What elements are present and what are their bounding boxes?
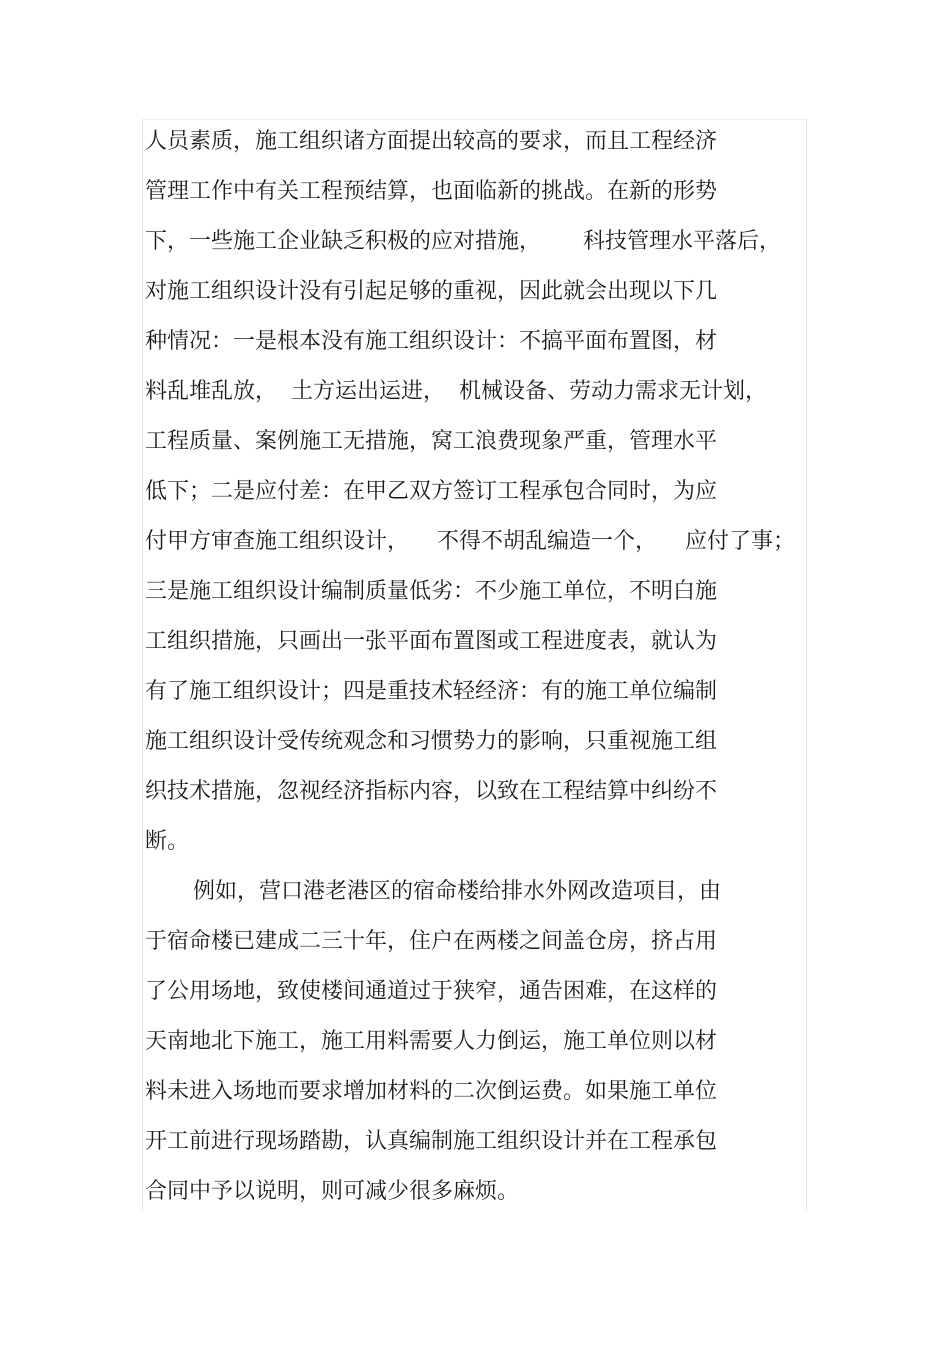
paragraph-1-line-11: 工组织措施，只画出一张平面布置图或工程进度表，就认为 (145, 629, 718, 654)
paragraph-1-line-14: 织技术措施，忽视经济指标内容，以致在工程结算中纠纷不 (145, 779, 718, 804)
paragraph-2-line-6: 开工前进行现场踏勘，认真编制施工组织设计并在工程承包 (145, 1129, 718, 1154)
paragraph-1-line-10: 三是施工组织设计编制质量低劣：不少施工单位，不明白施 (145, 579, 718, 604)
paragraph-2-line-3: 了公用场地，致使楼间通道过于狭窄，通告困难，在这样的 (145, 979, 718, 1004)
paragraph-2-line-7: 合同中予以说明，则可减少很多麻烦。 (145, 1179, 520, 1204)
paragraph-1-line-15: 断。 (145, 829, 190, 854)
paragraph-1-line-4: 对施工组织设计没有引起足够的重视，因此就会出现以下几 (145, 279, 718, 304)
paragraph-1-line-1: 人员素质，施工组织诸方面提出较高的要求，而且工程经济 (145, 129, 718, 154)
paragraph-2-line-5: 料未进入场地而要求增加材料的二次倒运费。如果施工单位 (145, 1079, 718, 1104)
paragraph-1-line-2: 管理工作中有关工程预结算，也面临新的挑战。在新的形势 (145, 179, 718, 204)
paragraph-1-line-3: 下，一些施工企业缺乏积极的应对措施， 科技管理水平落后， (145, 229, 781, 254)
paragraph-1-line-13: 施工组织设计受传统观念和习惯势力的影响，只重视施工组 (145, 729, 718, 754)
paragraph-1-line-9: 付甲方审查施工组织设计， 不得不胡乱编造一个， 应付了事； (145, 529, 795, 554)
paragraph-1-line-6: 料乱堆乱放， 土方运出运进， 机械设备、劳动力需求无计划， (145, 379, 767, 404)
paragraph-1-line-5: 种情况：一是根本没有施工组织设计：不搞平面布置图，材 (145, 329, 718, 354)
paragraph-2-line-2: 于宿命楼已建成二三十年，住户在两楼之间盖仓房，挤占用 (145, 929, 718, 954)
paragraph-1-line-8: 低下；二是应付差：在甲乙双方签订工程承包合同时，为应 (145, 479, 718, 504)
paragraph-2-line-1: 例如，营口港老港区的宿命楼给排水外网改造项目，由 (193, 879, 722, 904)
paragraph-2-line-4: 天南地北下施工，施工用料需要人力倒运，施工单位则以材 (145, 1029, 718, 1054)
paragraph-1-line-7: 工程质量、案例施工无措施，窝工浪费现象严重，管理水平 (145, 429, 718, 454)
paragraph-1-line-12: 有了施工组织设计；四是重技术轻经济：有的施工单位编制 (145, 679, 718, 704)
